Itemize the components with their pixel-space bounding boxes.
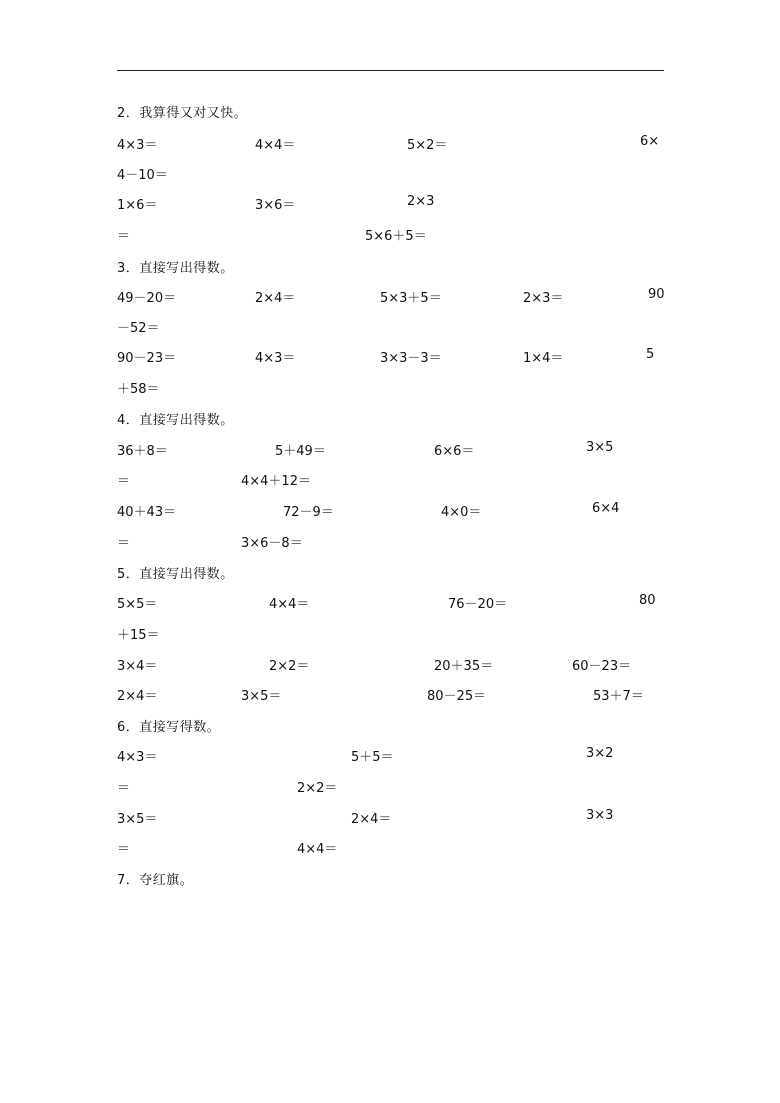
problem-item: 49－20＝ xyxy=(117,291,177,306)
problem-item: 40＋43＝ xyxy=(117,505,177,520)
problem-item: 3×4＝ xyxy=(117,659,158,674)
problem-item: 76－20＝ xyxy=(448,597,508,612)
problem-item: 90 xyxy=(648,287,665,302)
problem-item: 2×2＝ xyxy=(269,659,310,674)
problem-item: 5×6＋5＝ xyxy=(365,229,427,244)
problem-item: 5×5＝ xyxy=(117,597,158,612)
section-heading: 6．直接写得数。 xyxy=(117,720,221,735)
problem-item: ＝ xyxy=(117,781,131,796)
problem-item: 36＋8＝ xyxy=(117,444,168,459)
problem-item: 2×3＝ xyxy=(523,291,564,306)
problem-item: 5＋5＝ xyxy=(351,750,394,765)
problem-item: ＝ xyxy=(117,474,131,489)
problem-item: 1×4＝ xyxy=(523,351,564,366)
problem-item: 80－25＝ xyxy=(427,689,487,704)
problem-item: 3×5 xyxy=(586,440,614,455)
problem-item: 3×6＝ xyxy=(255,198,296,213)
problem-item: 6× xyxy=(640,134,660,149)
problem-item: 4×4＝ xyxy=(255,138,296,153)
problem-item: 3×6－8＝ xyxy=(241,536,303,551)
problem-item: 2×4＝ xyxy=(351,812,392,827)
problem-item: ＝ xyxy=(117,536,131,551)
section-heading: 4．直接写出得数。 xyxy=(117,413,234,428)
problem-item: 4×0＝ xyxy=(441,505,482,520)
problem-item: ＝ xyxy=(117,842,131,857)
problem-item: －52＝ xyxy=(117,321,160,336)
problem-item: 2×4＝ xyxy=(117,689,158,704)
problem-item: 4×4＋12＝ xyxy=(241,474,311,489)
problem-item: 5＋49＝ xyxy=(275,444,326,459)
problem-item: 4×4＝ xyxy=(269,597,310,612)
problem-item: 6×4 xyxy=(592,501,620,516)
section-heading: 5．直接写出得数。 xyxy=(117,567,234,582)
problem-item: 4×4＝ xyxy=(297,842,338,857)
problem-item: 5 xyxy=(646,347,655,362)
problem-item: 6×6＝ xyxy=(434,444,475,459)
problem-item: 3×2 xyxy=(586,746,614,761)
problem-item: 4×3＝ xyxy=(117,750,158,765)
problem-item: 3×3－3＝ xyxy=(380,351,442,366)
problem-item: 4－10＝ xyxy=(117,168,168,183)
problem-item: ＝ xyxy=(117,229,131,244)
problem-item: 20＋35＝ xyxy=(434,659,494,674)
problem-item: 2×2＝ xyxy=(297,781,338,796)
problem-item: 3×5＝ xyxy=(241,689,282,704)
problem-item: 3×3 xyxy=(586,808,614,823)
problem-item: 80 xyxy=(639,593,656,608)
problem-item: ＋58＝ xyxy=(117,382,160,397)
problem-item: ＋15＝ xyxy=(117,628,160,643)
header-rule xyxy=(117,70,664,71)
problem-item: 90－23＝ xyxy=(117,351,177,366)
problem-item: 53＋7＝ xyxy=(593,689,644,704)
problem-item: 4×3＝ xyxy=(255,351,296,366)
problem-item: 5×3＋5＝ xyxy=(380,291,442,306)
problem-item: 4×3＝ xyxy=(117,138,158,153)
problem-item: 2×3 xyxy=(407,194,435,209)
problem-item: 5×2＝ xyxy=(407,138,448,153)
problem-item: 72－9＝ xyxy=(283,505,334,520)
problem-item: 2×4＝ xyxy=(255,291,296,306)
section-heading: 7．夺红旗。 xyxy=(117,873,194,888)
problem-item: 1×6＝ xyxy=(117,198,158,213)
section-heading: 2．我算得又对又快。 xyxy=(117,106,248,121)
section-heading: 3．直接写出得数。 xyxy=(117,261,234,276)
problem-item: 60－23＝ xyxy=(572,659,632,674)
problem-item: 3×5＝ xyxy=(117,812,158,827)
